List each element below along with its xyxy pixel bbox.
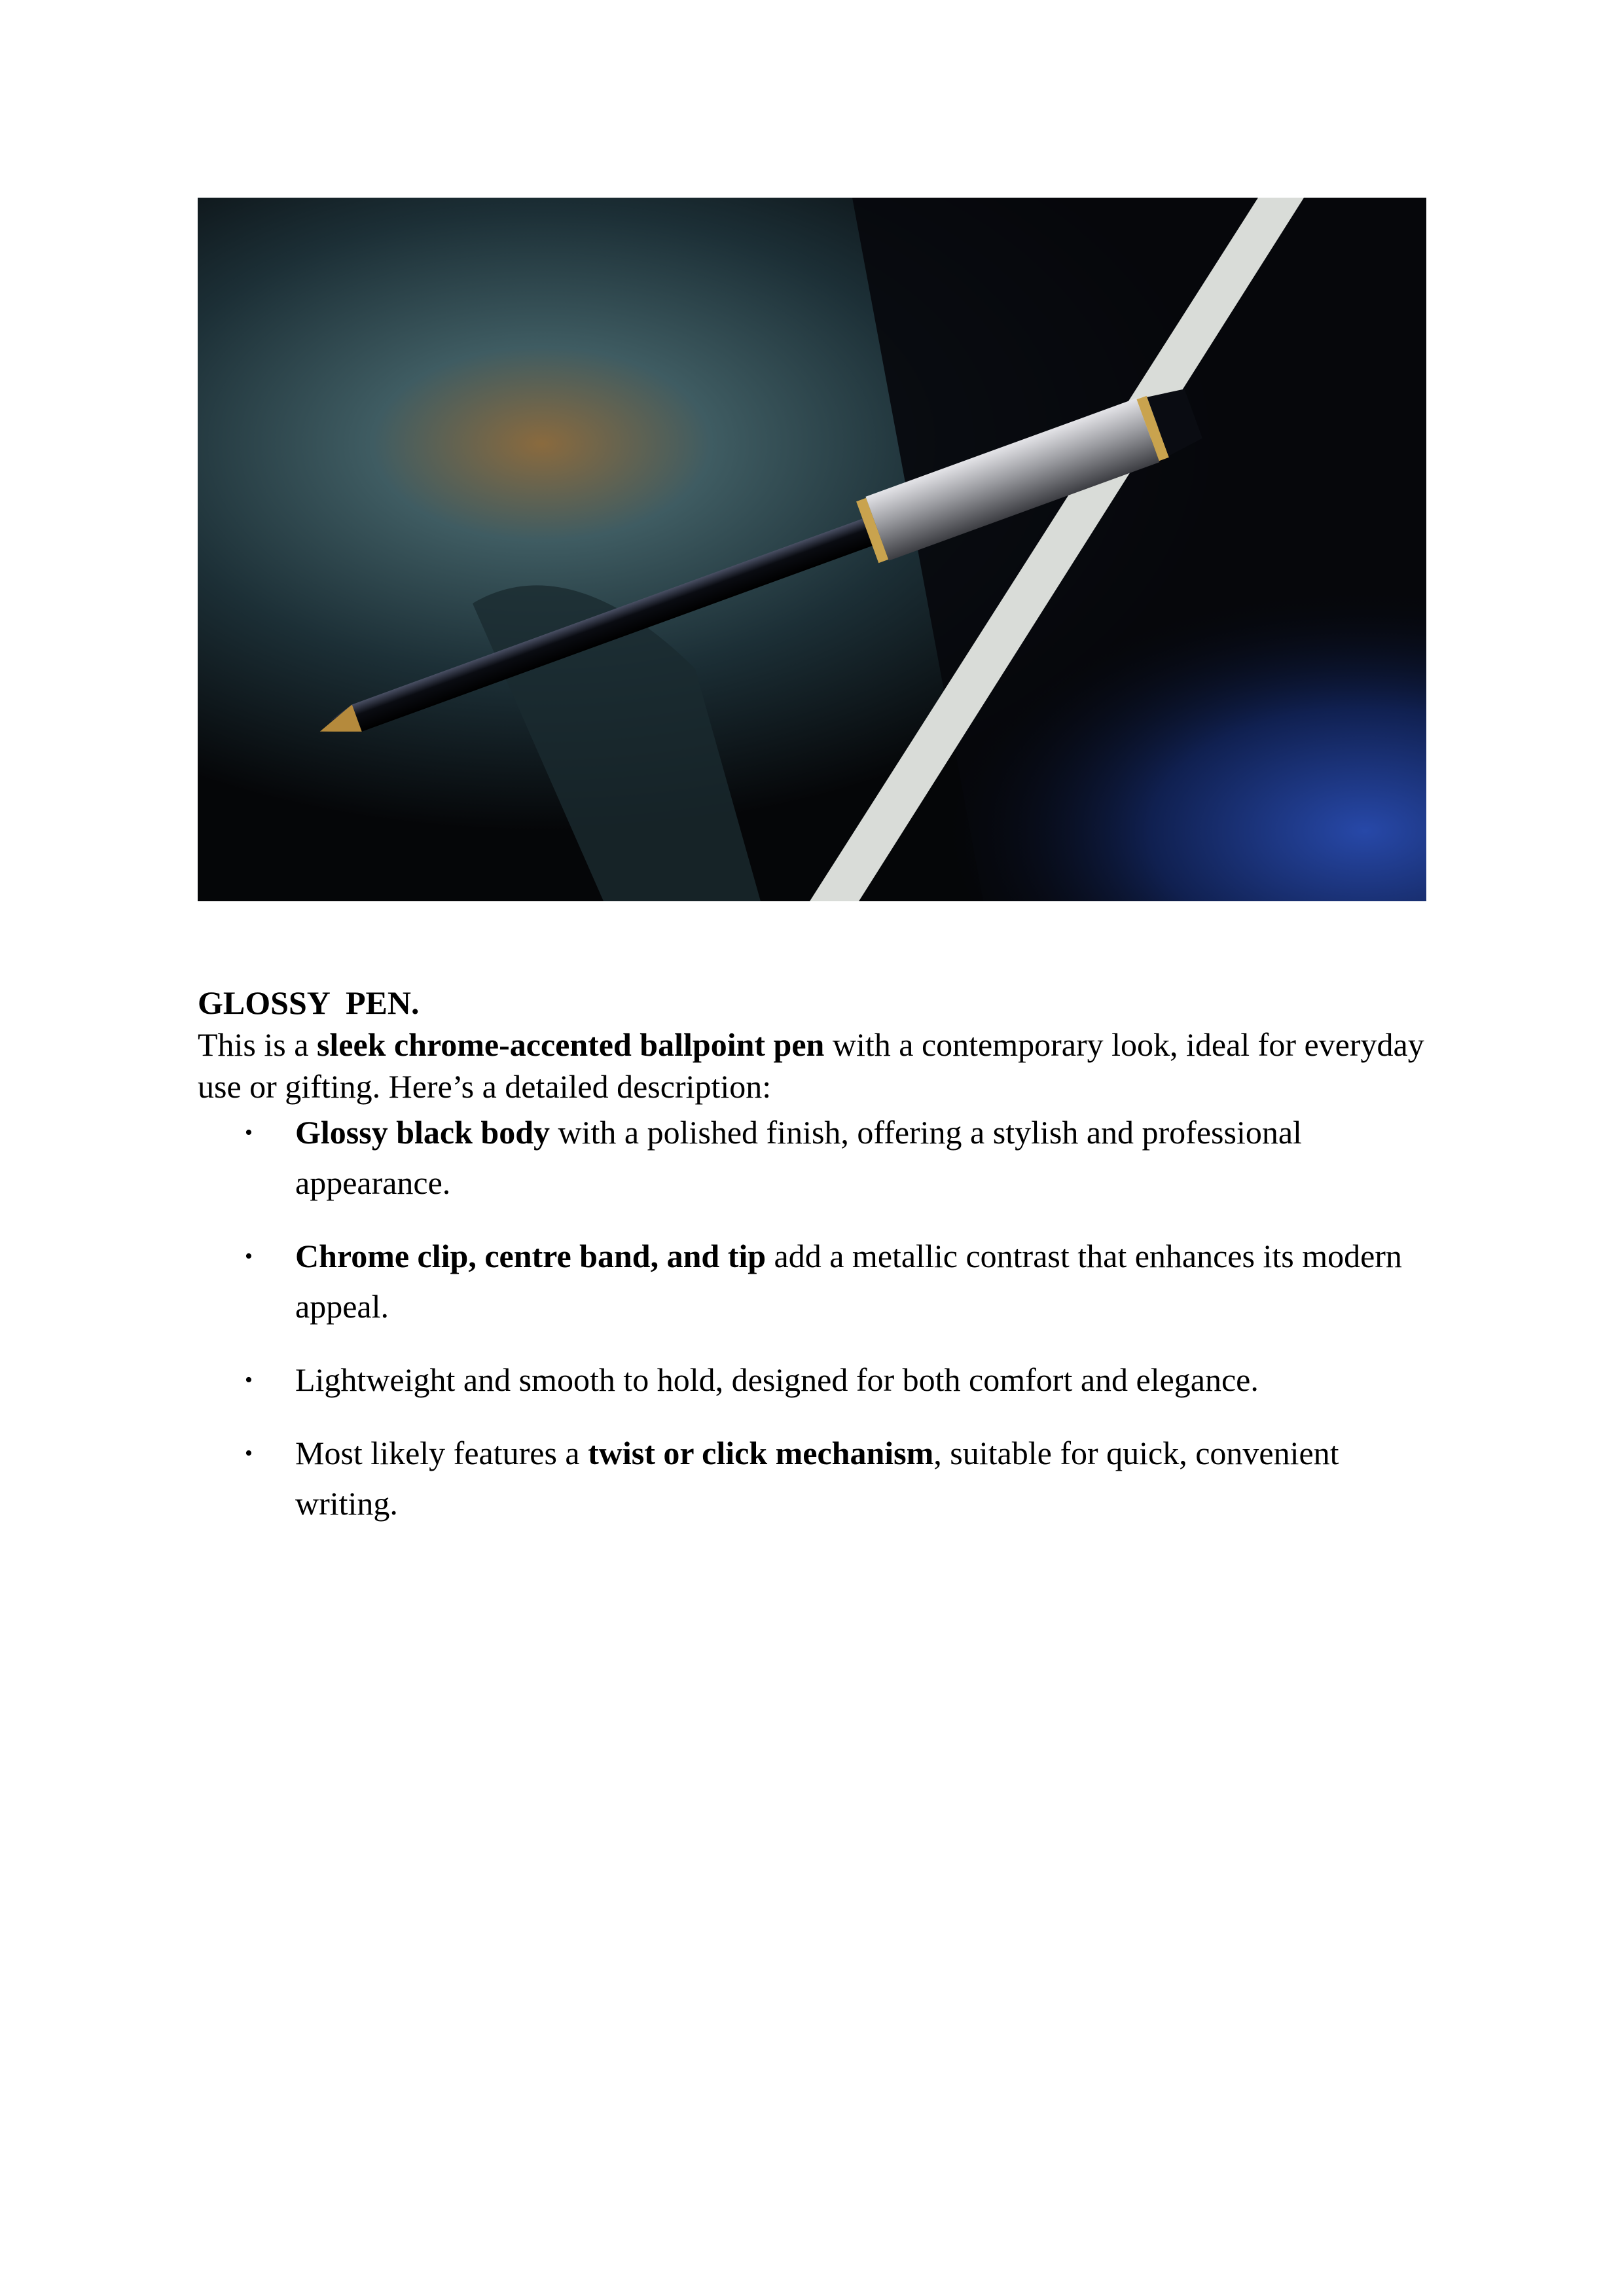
product-photo (198, 198, 1426, 901)
list-item-text: Most likely features a (295, 1435, 588, 1471)
intro-paragraph (198, 1024, 1426, 1107)
list-item (198, 1107, 1426, 1208)
list-item (198, 1231, 1426, 1332)
document-body (198, 982, 1426, 1552)
list-item-bold: Chrome clip, centre band, and tip (295, 1238, 767, 1274)
bullet-icon: • (245, 1368, 253, 1392)
list-item (198, 1428, 1426, 1529)
list-item-text-end: , suitable for quick, convenient writing. (295, 1435, 1339, 1522)
list-item-bold: twist or click mechanism (588, 1435, 934, 1471)
list-item-text: add a metallic contrast that enhances its modern appeal. (295, 1238, 1402, 1325)
list-item-text: with a polished finish, offering a stylish and professional appearance. (295, 1114, 1302, 1201)
intro-bold-text: sleek chrome-accented ballpoint pen (316, 1026, 825, 1063)
bullet-icon: • (245, 1441, 253, 1465)
list-item-text: Lightweight and smooth to hold, designed for both comfort and elegance. (295, 1361, 1259, 1398)
feature-list (198, 1107, 1426, 1529)
bullet-icon: • (245, 1244, 253, 1268)
list-item-bold: Glossy black body (295, 1114, 550, 1151)
intro-text: This is a (198, 1026, 317, 1063)
intro-text-end: with a contemporary look, ideal for everyday use or gifting. Here’s a detailed description: (198, 1026, 1424, 1105)
pen-photo-icon (198, 198, 1426, 901)
page-title: GLOSSY PEN. (198, 984, 420, 1021)
bullet-icon: • (245, 1121, 253, 1145)
list-item (198, 1355, 1426, 1405)
